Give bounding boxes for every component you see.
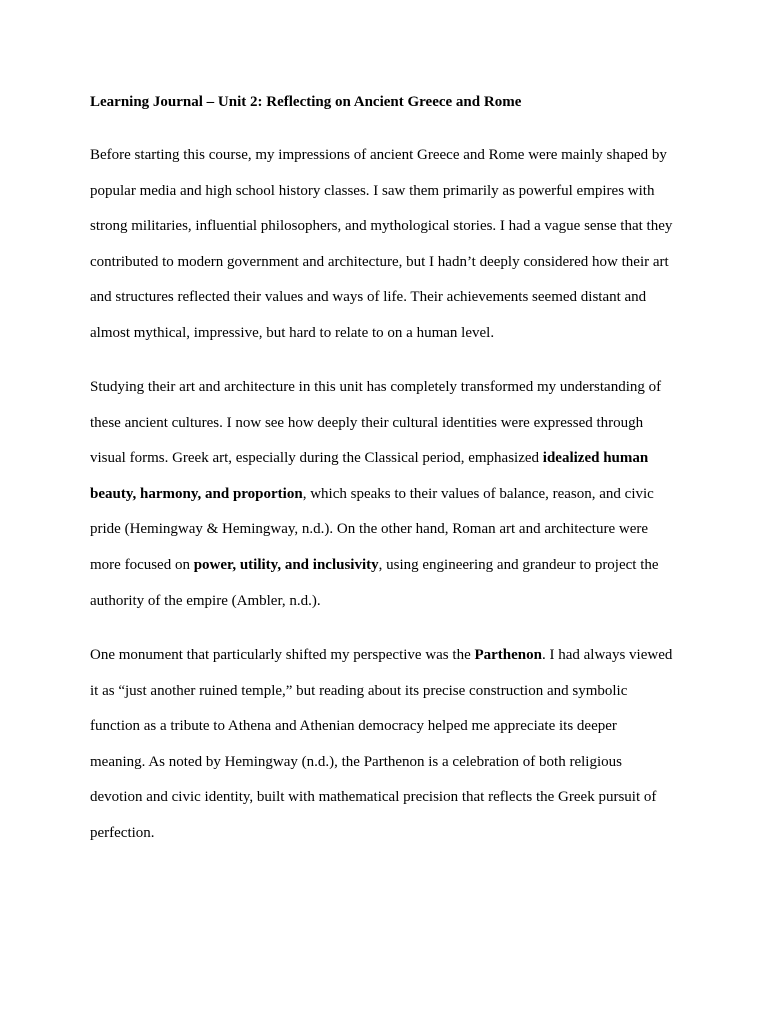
bold-text: power, utility, and inclusivity — [193, 556, 379, 573]
text-run: contributed to modern government and architecture, but I hadn’t deeply considered how their art — [90, 253, 669, 270]
bold-text: idealized human — [542, 450, 649, 467]
paragraph-line — [90, 780, 690, 816]
text-run: popular media and high school history classes. I saw them primarily as powerful empires with — [90, 182, 655, 199]
paragraph-3 — [90, 638, 690, 852]
paragraph-line — [90, 745, 690, 781]
paragraph-line — [90, 477, 690, 513]
bold-text: beauty, harmony, and proportion — [90, 485, 303, 502]
bold-text: Parthenon — [474, 647, 542, 663]
text-run: visual forms. Greek art, especially during the Classical period, emphasized — [90, 450, 543, 467]
paragraph-line — [90, 280, 690, 316]
text-run: more focused on — [90, 556, 194, 573]
text-run: . I had always viewed — [541, 647, 673, 663]
paragraph-line — [90, 584, 690, 620]
paragraph-line — [90, 441, 690, 477]
text-run: pride (Hemingway & Hemingway, n.d.). On the other hand, Roman art and architecture were — [90, 521, 649, 538]
paragraph-line — [90, 209, 690, 245]
text-run: these ancient cultures. I now see how deeply their cultural identities were expressed through — [90, 414, 644, 431]
paragraph-line — [90, 709, 690, 745]
text-run: strong militaries, influential philosophers, and mythological stories. I had a vague sense that they — [90, 218, 673, 235]
text-run: One monument that particularly shifted my perspective was the — [90, 647, 475, 663]
text-run: perfection. — [90, 824, 155, 841]
paragraph-line — [90, 548, 690, 584]
paragraph-line — [90, 245, 690, 281]
paragraph-line — [90, 406, 690, 442]
paragraph-line — [90, 174, 690, 210]
text-run: and structures reflected their values and ways of life. Their achievements seemed distant and — [90, 289, 647, 306]
text-run: , which speaks to their values of balance, reason, and civic — [302, 485, 654, 502]
paragraph-1 — [90, 138, 690, 352]
text-run: almost mythical, impressive, but hard to relate to on a human level. — [90, 324, 495, 341]
text-run: devotion and civic identity, built with mathematical precision that reflects the Greek pursuit of — [90, 789, 657, 806]
paragraph-line — [90, 638, 690, 674]
paragraph-line — [90, 138, 690, 174]
paragraph-line — [90, 512, 690, 548]
paragraph-line — [90, 370, 690, 406]
paragraph-line — [90, 316, 690, 352]
text-run: , using engineering and grandeur to project the — [378, 556, 659, 573]
paragraph-line — [90, 674, 690, 710]
text-run: Before starting this course, my impressions of ancient Greece and Rome were mainly shaped by — [90, 147, 667, 163]
page-title: Learning Journal – Unit 2: Reflecting on Ancient Greece and Rome — [90, 94, 522, 110]
text-run: function as a tribute to Athena and Athenian democracy helped me appreciate its deeper — [90, 718, 617, 735]
paragraph-line — [90, 816, 690, 852]
text-run: authority of the empire (Ambler, n.d.). — [90, 592, 321, 609]
text-run: Studying their art and architecture in this unit has completely transformed my understanding of — [90, 379, 662, 395]
text-run: meaning. As noted by Hemingway (n.d.), the Parthenon is a celebration of both religious — [90, 753, 622, 770]
text-run: it as “just another ruined temple,” but reading about its precise construction and symbolic — [90, 682, 628, 699]
paragraph-2 — [90, 370, 690, 619]
